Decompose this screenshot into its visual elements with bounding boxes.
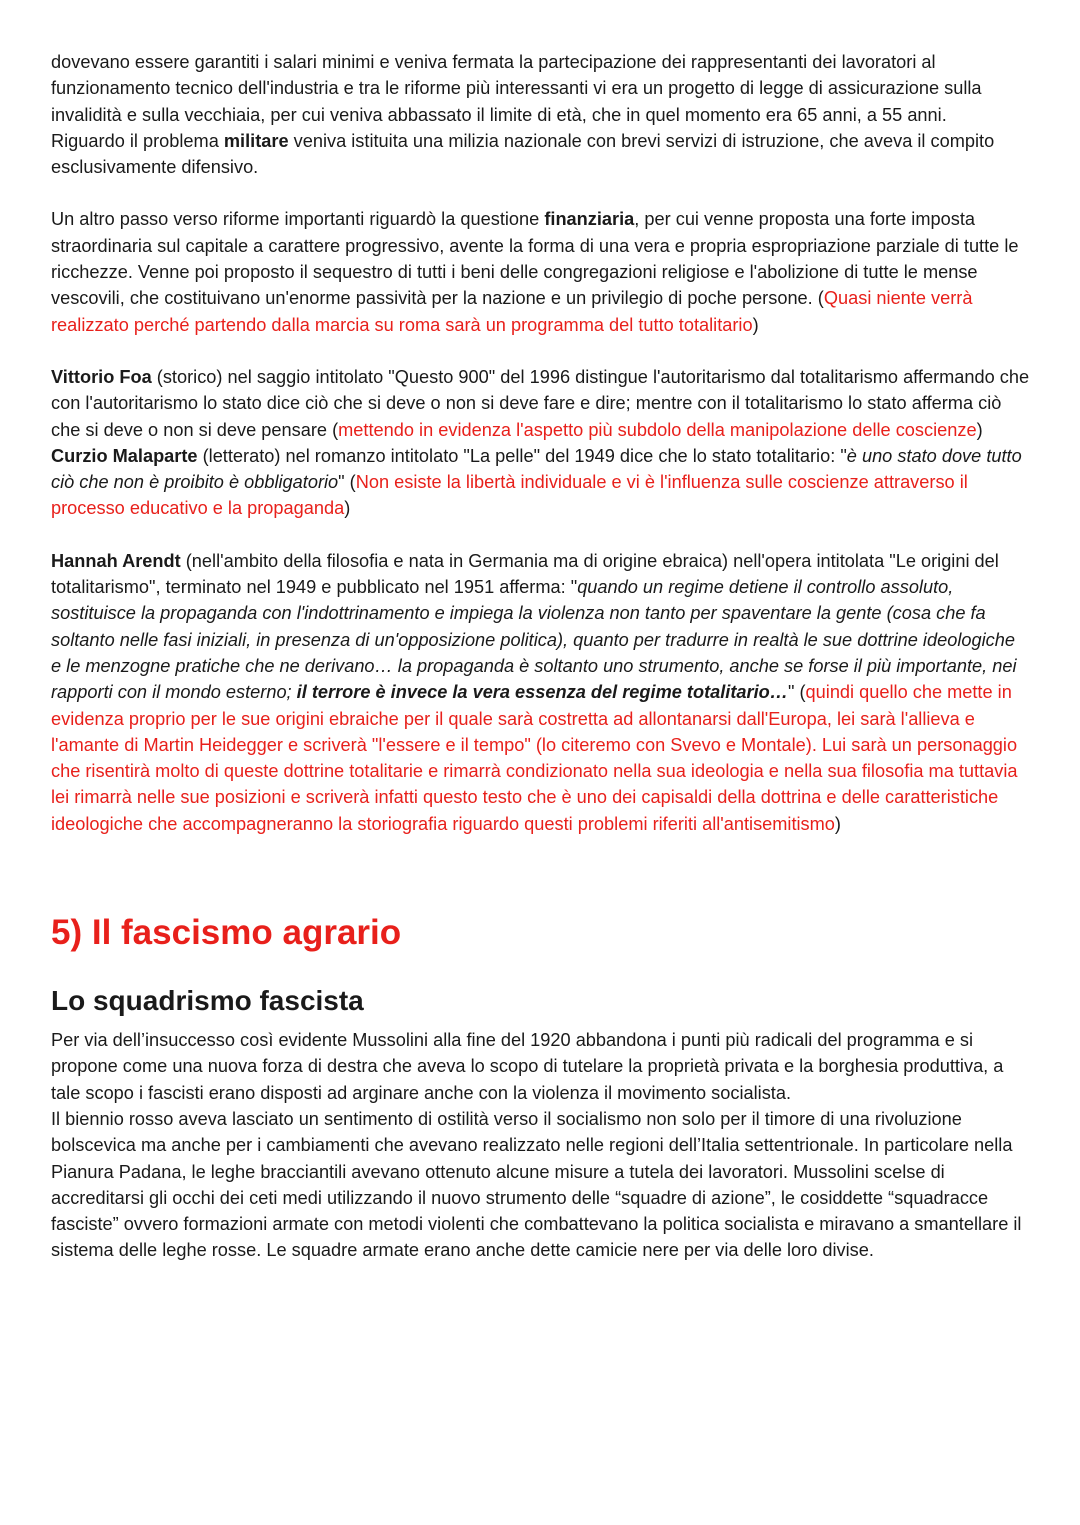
author-name: Hannah Arendt <box>51 550 181 571</box>
bold-italic-quote: il terrore è invece la vera essenza del regime totalitario… <box>296 682 788 703</box>
author-name: Vittorio Foa <box>51 366 152 387</box>
red-annotation: Non esiste la libertà individuale e vi è l'influenza sulle coscienze attraverso il processo educativo e la propaganda <box>51 472 968 519</box>
paragraph-militare <box>51 128 1030 181</box>
italic-quote: quando un regime detiene il controllo assoluto, sostituisce la propaganda con l'indottrinamento e impiega la violenza non tanto per spaventare la gente (cosa che fa soltanto nelle fasi iniziali, in presenza di un'opposizione politica), quanto per tradurre in realtà le sue dottrine ideologiche e le menzogne pratiche che ne derivano… la propaganda è soltanto uno strumento, anche se forse il più importante, nei rapporti con il mondo esterno; <box>51 577 1017 703</box>
paragraph-vittorio-foa <box>51 364 1030 443</box>
author-name: Curzio Malaparte <box>51 445 198 466</box>
paragraph-text: dovevano essere garantiti i salari minimi e veniva fermata la partecipazione dei rappresentanti dei lavoratori al funzionamento tecnico dell'industria e tra le riforme più interessanti vi era un progetto di legge di assicurazione sulla invalidità e sulla vecchiaia, per cui veniva abbassato il limite di età, che in quel momento era 65 anni, a 55 anni. <box>51 52 982 125</box>
red-annotation: Quasi niente verrà realizzato perché partendo dalla marcia su roma sarà un programma del tutto totalitario <box>51 288 973 335</box>
paragraph-text: (storico) nel saggio intitolato "Questo 900" del 1996 distingue l'autoritarismo dal totalitarismo affermando che con l'autoritarismo lo stato dice ciò che si deve o non si deve fare e dire; mentre con il totalitarismo lo stato afferma ciò che si deve o non si deve pensare ( <box>51 366 1030 440</box>
paragraph-finanziaria <box>51 206 1030 337</box>
paragraph-curzio-malaparte <box>51 443 1030 522</box>
paragraph-text: Riguardo il problema <box>51 130 224 151</box>
paragraph-salari <box>51 49 1030 128</box>
paragraph-insuccesso <box>51 1027 1030 1106</box>
bold-term: finanziaria <box>544 209 635 230</box>
paragraph-text: Il biennio rosso aveva lasciato un sentimento di ostilità verso il socialismo non solo per il timore di una rivoluzione bolscevica ma anche per i cambiamenti che avevano realizzato nelle regioni dell’Italia settentrionale. In particolare nella Pianura Padana, le leghe bracciantili avevano ottenuto alcune misure a tutela dei lavoratori. Mussolini scelse di accreditarsi gli occhi dei ceti medi utilizzando il nuovo strumento delle “squadre di azione”, le cosiddette “squadracce fasciste” ovvero formazioni armate con metodi violenti che combattevano la politica socialista e miravano a smantellare il sistema delle leghe rosse. Le squadre armate erano anche dette camicie nere per via delle loro divise. <box>51 1108 1022 1261</box>
paragraph-text: ) <box>834 813 841 834</box>
red-annotation: quindi quello che mette in evidenza proprio per le sue origini ebraiche per il quale sarà costretta ad allontanarsi dall'Europa, lei sarà l'allieva e l'amante di Martin Heidegger e scriverà "l'essere e il tempo" (lo citeremo con Svevo e Montale). Lui sarà un personaggio che risentirà molto di queste dottrine totalitarie e rimarrà condizionato nella sua ideologia e nella sua filosofia ma tuttavia lei rimarrà nelle sue posizioni e scriverà infatti questo testo che è uno dei capisaldi della dottrina e delle caratteristiche ideologiche che accompagneranno la storiografia riguardo questi problemi riferiti all'antisemitismo <box>51 682 1018 834</box>
paragraph-text: (letterato) nel romanzo intitolato "La pelle" del 1949 dice che lo stato totalitario: " <box>197 445 847 466</box>
paragraph-hannah-arendt <box>51 548 1030 837</box>
paragraph-biennio-rosso <box>51 1106 1030 1264</box>
red-annotation: mettendo in evidenza l'aspetto più subdolo della manipolazione delle coscienze <box>338 419 977 440</box>
paragraph-text: (nell'ambito della filosofia e nata in Germania ma di origine ebraica) nell'opera intitolata "Le origini del totalitarismo", terminato nel 1949 e pubblicato nel 1951 afferma: " <box>51 550 999 598</box>
paragraph-text: ) <box>344 498 351 519</box>
italic-quote: è uno stato dove tutto ciò che non è proibito è obbligatorio <box>51 445 1022 493</box>
paragraph-text: " ( <box>338 472 356 493</box>
bold-term: militare <box>223 130 289 151</box>
paragraph-text: Un altro passo verso riforme importanti riguardò la questione <box>51 209 545 230</box>
paragraph-text: Per via dell’insuccesso così evidente Mussolini alla fine del 1920 abbandona i punti più radicali del programma e si propone come una nuova forza di destra che aveva lo scopo di tutelare la proprietà privata e la borghesia produttiva, a tale scopo i fascisti erano disposti ad arginare anche con la violenza il movimento socialista. <box>51 1030 1004 1103</box>
paragraph-text: ) <box>976 419 983 440</box>
paragraph-text: veniva istituita una milizia nazionale con brevi servizi di istruzione, che aveva il compito esclusivamente difensivo. <box>51 130 995 178</box>
paragraph-text: ) <box>752 314 759 335</box>
paragraph-text: " ( <box>787 682 806 703</box>
section-heading: 5) Il fascismo agrario <box>51 913 402 953</box>
paragraph-text: , per cui venne proposta una forte imposta straordinaria sul capitale a carattere progressivo, avente la forma di una vera e propria espropriazione parziale di tutte le ricchezze. Venne poi proposto il sequestro di tutti i beni delle congregazioni religiose e l'abolizione di tutte le mense vescovili, che costituivano un'enorme passività per la nazione e un privilegio di poche persone. ( <box>51 209 1019 309</box>
subsection-heading: Lo squadrismo fascista <box>51 985 364 1017</box>
